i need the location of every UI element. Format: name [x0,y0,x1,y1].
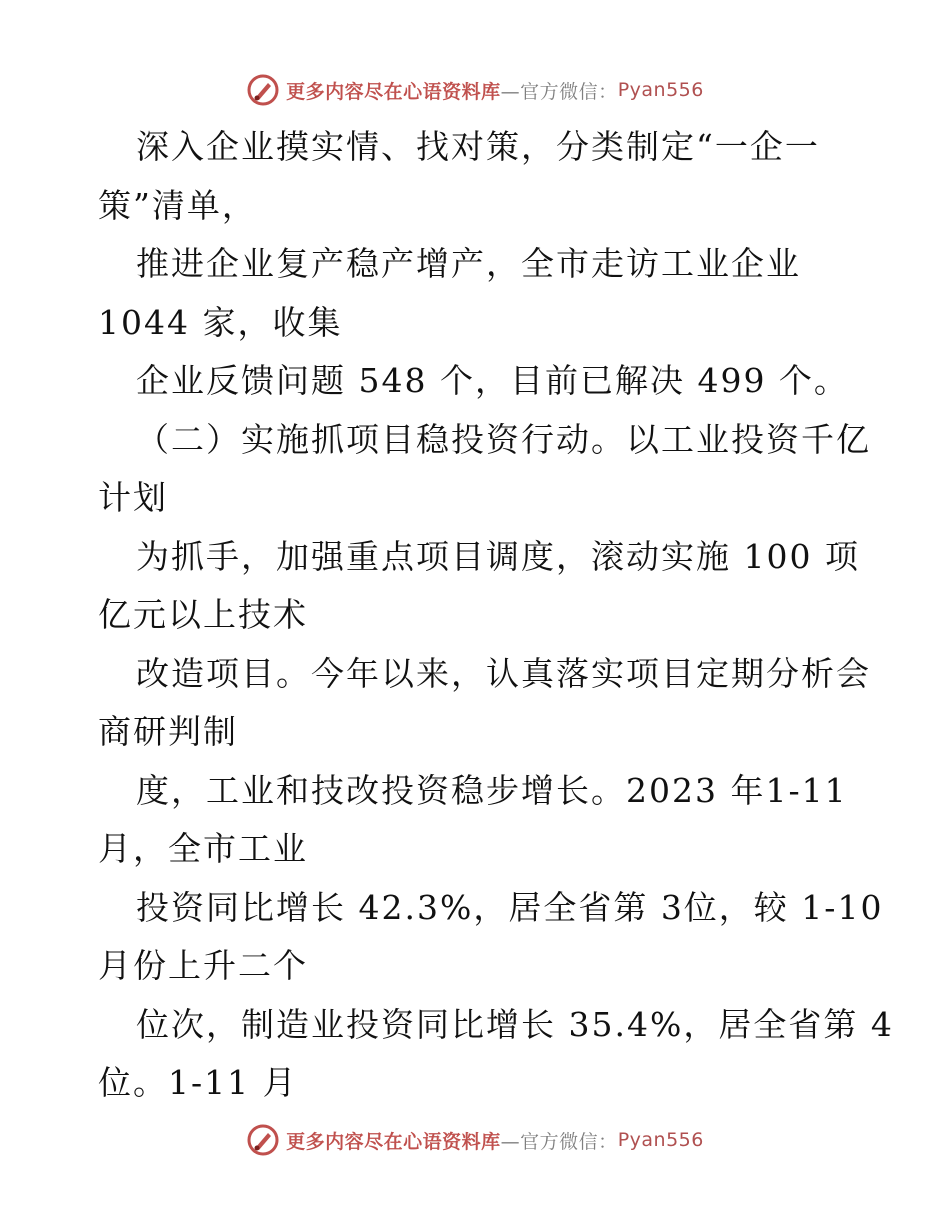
text-line: 1044 家，收集 [98,302,343,342]
text-line: 月份上升二个 [98,946,308,985]
document-body [98,118,894,1113]
text-line: （二）实施抓项目稳投资行动。以工业投资千亿 [136,419,871,459]
text-line: 月，全市工业 [98,829,308,868]
watermark-footer [0,1120,950,1160]
text-line: 为抓手，加强重点项目调度，滚动实施 100 项 [136,536,860,576]
text-line: 度，工业和技改投资稳步增长。2023 年1-11 [136,770,848,810]
logo-icon [246,1123,280,1157]
text-line: 位。1-11 月 [98,1063,298,1102]
logo-icon [246,73,280,107]
text-line: 推进企业复产稳产增产，全市走访工业企业 [136,244,801,283]
text-line: 位次，制造业投资同比增长 35.4%，居全省第 4 [136,1004,894,1044]
watermark-title: 更多内容尽在心语资料库 [286,80,501,103]
text-line: 计划 [98,478,168,517]
watermark-id: Pyan556 [617,79,704,101]
watermark-label: —官方微信： [500,1130,618,1153]
text-line: 深入企业摸实情、找对策，分类制定“一企一 [136,127,820,166]
text-line: 企业反馈问题 548 个，目前已解决 499 个。 [136,361,849,400]
text-line: 商研判制 [98,712,238,751]
watermark-title: 更多内容尽在心语资料库 [286,1130,501,1153]
text-line: 改造项目。今年以来，认真落实项目定期分析会 [136,653,871,693]
watermark-header [0,70,950,110]
watermark-label: —官方微信： [500,80,618,103]
watermark-id: Pyan556 [617,1129,704,1151]
text-line: 投资同比增长 42.3%，居全省第 3位，较 1-10 [136,887,884,927]
text-line: 策”清单， [98,185,257,225]
text-line: 亿元以上技术 [98,595,308,634]
